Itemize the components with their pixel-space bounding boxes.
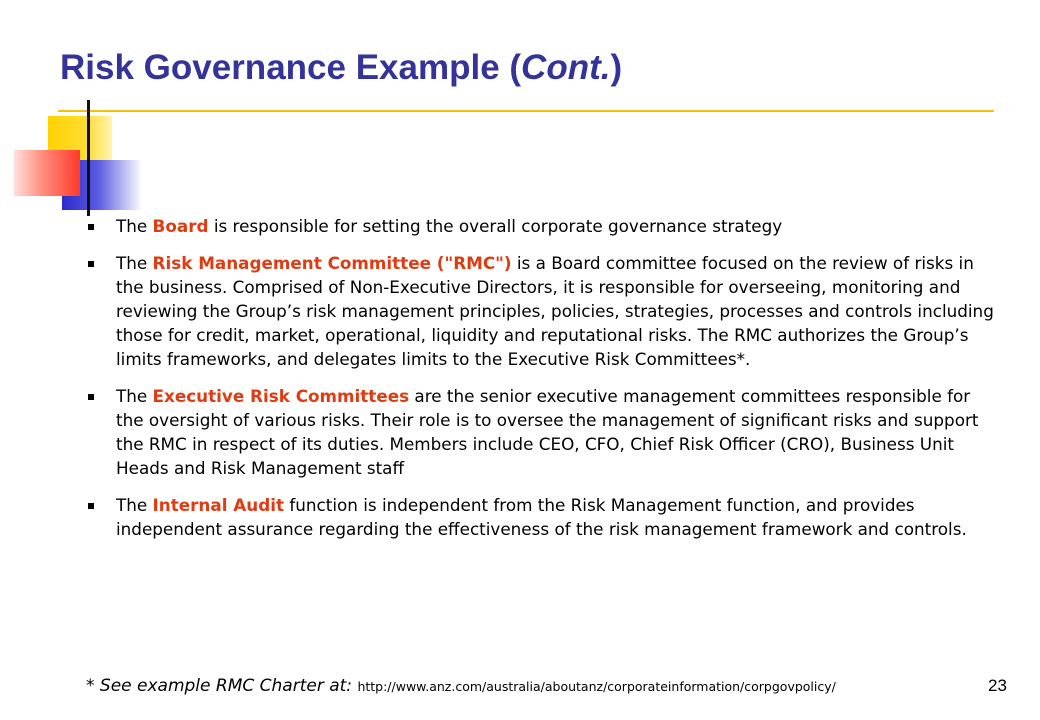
page-number: 23 [988,676,1007,695]
bullet-board [86,214,996,238]
bullet-square-icon [88,261,94,267]
footnote [86,676,836,696]
bullet-list [86,214,996,554]
slide-title [60,48,622,88]
bullet-text-post: is responsible for setting the overall corporate governance strategy [208,216,783,236]
bullet-highlight: Board [152,216,209,236]
title-underline [58,110,994,112]
title-text: Risk Governance Example ( [60,48,522,87]
bullet-text-pre: The [116,495,153,515]
bullet-square-icon [88,503,94,509]
bullet-text-post: are the senior executive management committees responsible for the oversight of various risks. Their role is to oversee the management of significant risks and support the RMC in respect of its duties. Members include CEO, CFO, Chief Risk Officer (CRO), Business Unit Heads and Risk Management staff [116,386,979,478]
bullet-text-pre: The [116,216,153,236]
bullet-highlight: Internal Audit [152,495,285,515]
footnote-label: * See example RMC Charter at: [86,676,358,696]
footnote-link[interactable]: http://www.anz.com/australia/aboutanz/corporateinformation/corpgovpolicy/ [357,679,836,694]
bullet-rmc [86,251,996,371]
bullet-text-pre: The [116,386,153,406]
bullet-text-post: function is independent from the Risk Management function, and provides independent assurance regarding the effectiveness of the risk management framework and controls. [116,495,967,539]
bullet-square-icon [88,394,94,400]
bullet-executive-committees [86,384,996,480]
title-italic-text: Cont. [521,48,611,87]
decor-red-square [14,150,80,196]
bullet-highlight: Risk Management Committee ("RMC") [152,253,512,273]
bullet-text-post: is a Board committee focused on the review of risks in the business. Comprised of Non-Executive Directors, it is responsible for overseeing, monitoring and reviewing the Group’s risk management principles, policies, strategies, processes and controls including those for credit, market, operational, liquidity and reputational risks. The RMC authorizes the Group’s limits frameworks, and delegates limits to the Executive Risk Committees*. [116,253,994,369]
bullet-internal-audit [86,493,996,541]
bullet-square-icon [88,224,94,230]
title-end-text: ) [610,48,623,87]
bullet-highlight: Executive Risk Committees [152,386,410,406]
bullet-text-pre: The [116,253,153,273]
decor-vertical-line [87,100,90,216]
